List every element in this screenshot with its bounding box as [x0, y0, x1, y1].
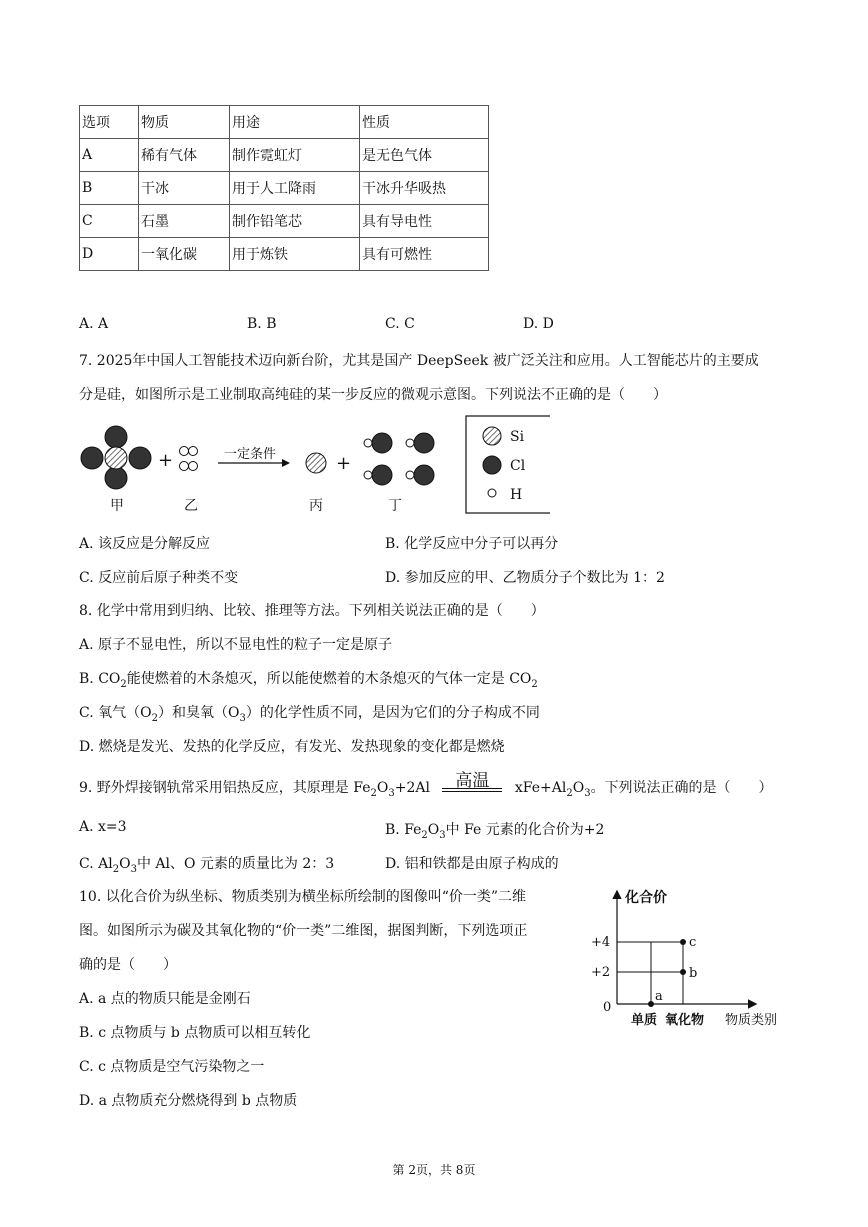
svg-text:Cl: Cl	[510, 458, 526, 474]
table-row	[80, 205, 489, 238]
q10-option-b[interactable]: B. c 点物质与 b 点物质可以相互转化	[79, 1025, 311, 1041]
label-jia: 甲	[110, 498, 124, 514]
table-cell: D	[80, 238, 139, 271]
table-header: 性质	[360, 106, 489, 139]
label-bing: 丙	[309, 498, 323, 514]
svg-text:Si: Si	[510, 429, 525, 445]
point-b	[680, 969, 686, 975]
q8-option-a[interactable]: A. 原子不显电性，所以不显电性的粒子一定是原子	[79, 637, 393, 653]
point-a	[648, 1001, 654, 1007]
q9-stem: 9. 野外焊接钢轨常采用铝热反应，其原理是 $Fe_2O_3+2Al$ 高温 $xFe+Al_2O_3$。下列说法正确的是（ ）	[79, 771, 773, 799]
options-table	[79, 105, 489, 271]
table-cell: C	[80, 205, 139, 238]
table-cell: A	[80, 139, 139, 172]
table-row	[80, 139, 489, 172]
table-cell: 是无色气体	[360, 139, 489, 172]
table-cell: 石墨	[139, 205, 230, 238]
q9-option-b[interactable]: B. $Fe_2O_3$中 Fe 元素的化合价为+2	[385, 822, 605, 841]
q9-option-a[interactable]: A. x=3	[79, 819, 127, 835]
table-cell: 具有导电性	[360, 205, 489, 238]
q8-option-c[interactable]: C. 氧气$(O_2)$和臭氧$(O_3)$的化学性质不同，是因为它们的分子构成不同	[79, 705, 540, 724]
q7-option-a[interactable]: A. 该反应是分解反应	[79, 536, 211, 552]
table-cell: 干冰	[139, 172, 230, 205]
q10-option-a[interactable]: A. a 点的物质只能是金刚石	[79, 991, 251, 1007]
q10-stem-line2: 图。如图所示为碳及其氧化物的“价一类”二维图，据图判断，下列选项正	[79, 923, 528, 939]
x-tick-label: 单质	[631, 1013, 658, 1028]
q6-option-c[interactable]: C. C	[385, 316, 415, 332]
table-row	[80, 172, 489, 205]
table-header-row	[80, 106, 489, 139]
q8-option-d[interactable]: D. 燃烧是发光、发热的化学反应，有发光、发热现象的变化都是燃烧	[79, 739, 505, 755]
table-cell: 用于炼铁	[230, 238, 360, 271]
svg-text:H: H	[510, 487, 523, 503]
table-cell: 一氧化碳	[139, 238, 230, 271]
diagram-legend	[466, 416, 550, 513]
q10-option-d[interactable]: D. a 点物质充分燃烧得到 b 点物质	[79, 1093, 298, 1109]
table-header: 用途	[230, 106, 360, 139]
q7-option-b[interactable]: B. 化学反应中分子可以再分	[385, 536, 559, 552]
molecule-ding	[364, 433, 434, 485]
q6-option-b[interactable]: B. B	[247, 316, 277, 332]
table-header: 选项	[80, 106, 139, 139]
svg-text:+: +	[158, 450, 174, 471]
molecule-bing	[306, 453, 326, 473]
table-cell: B	[80, 172, 139, 205]
q9-option-d[interactable]: D. 铝和铁都是由原子构成的	[385, 856, 559, 872]
q6-option-d[interactable]: D. D	[523, 316, 554, 332]
table-row	[80, 238, 489, 271]
reaction-condition: 一定条件	[224, 447, 277, 462]
svg-text:+: +	[336, 453, 352, 474]
y-tick-label: +2	[591, 965, 611, 980]
molecule-yi	[180, 447, 198, 471]
q8-option-b[interactable]: B. $CO_2$能使燃着的木条熄灭，所以能使燃着的木条熄灭的气体一定是 $CO_2$	[79, 671, 538, 690]
reaction-condition-high-temp: 高温	[442, 780, 502, 796]
point-c	[680, 939, 686, 945]
label-ding: 丁	[388, 498, 402, 514]
y-axis-label: 化合价	[625, 890, 667, 906]
q10-stem-line3: 确的是（ ）	[79, 957, 177, 973]
x-tick-label: 氧化物	[665, 1013, 705, 1028]
point-a-label: a	[655, 989, 663, 1004]
q9-option-c[interactable]: C. $Al_2O_3$中 Al、O 元素的质量比为 2：3	[79, 856, 335, 875]
q6-option-a[interactable]: A. A	[79, 316, 109, 332]
table-cell: 制作铅笔芯	[230, 205, 360, 238]
table-cell: 制作霓虹灯	[230, 139, 360, 172]
label-yi: 乙	[184, 498, 198, 514]
q7-option-c[interactable]: C. 反应前后原子种类不变	[79, 570, 239, 586]
q8-stem: 8. 化学中常用到归纳、比较、推理等方法。下列相关说法正确的是（ ）	[79, 603, 545, 619]
reaction-diagram	[70, 410, 550, 520]
molecule-jia	[81, 426, 151, 489]
table-cell: 具有可燃性	[360, 238, 489, 271]
table-cell: 用于人工降雨	[230, 172, 360, 205]
y-tick-label: +4	[591, 935, 611, 950]
point-c-label: c	[689, 935, 697, 950]
y-tick-label: 0	[603, 1000, 612, 1015]
valence-class-chart	[585, 880, 795, 1030]
point-b-label: b	[689, 966, 698, 981]
q7-stem-line2: 分是硅，如图所示是工业制取高纯硅的某一步反应的微观示意图。下列说法不正确的是（ ）	[79, 387, 667, 403]
q10-stem-line1: 10. 以化合价为纵坐标、物质类别为横坐标所绘制的图像叫“价一类”二维	[79, 889, 527, 905]
table-header: 物质	[139, 106, 230, 139]
page-footer: 第 2页，共 8页	[392, 1163, 476, 1177]
q7-stem-line1: 7. 2025年中国人工智能技术迈向新台阶，尤其是国产 DeepSeek 被广泛关注和应用。人工智能芯片的主要成	[79, 353, 759, 369]
q10-option-c[interactable]: C. c 点物质是空气污染物之一	[79, 1059, 265, 1075]
x-axis-label: 物质类别	[725, 1013, 778, 1028]
table-cell: 稀有气体	[139, 139, 230, 172]
q7-option-d[interactable]: D. 参加反应的甲、乙物质分子个数比为 1：2	[385, 570, 665, 586]
table-cell: 干冰升华吸热	[360, 172, 489, 205]
